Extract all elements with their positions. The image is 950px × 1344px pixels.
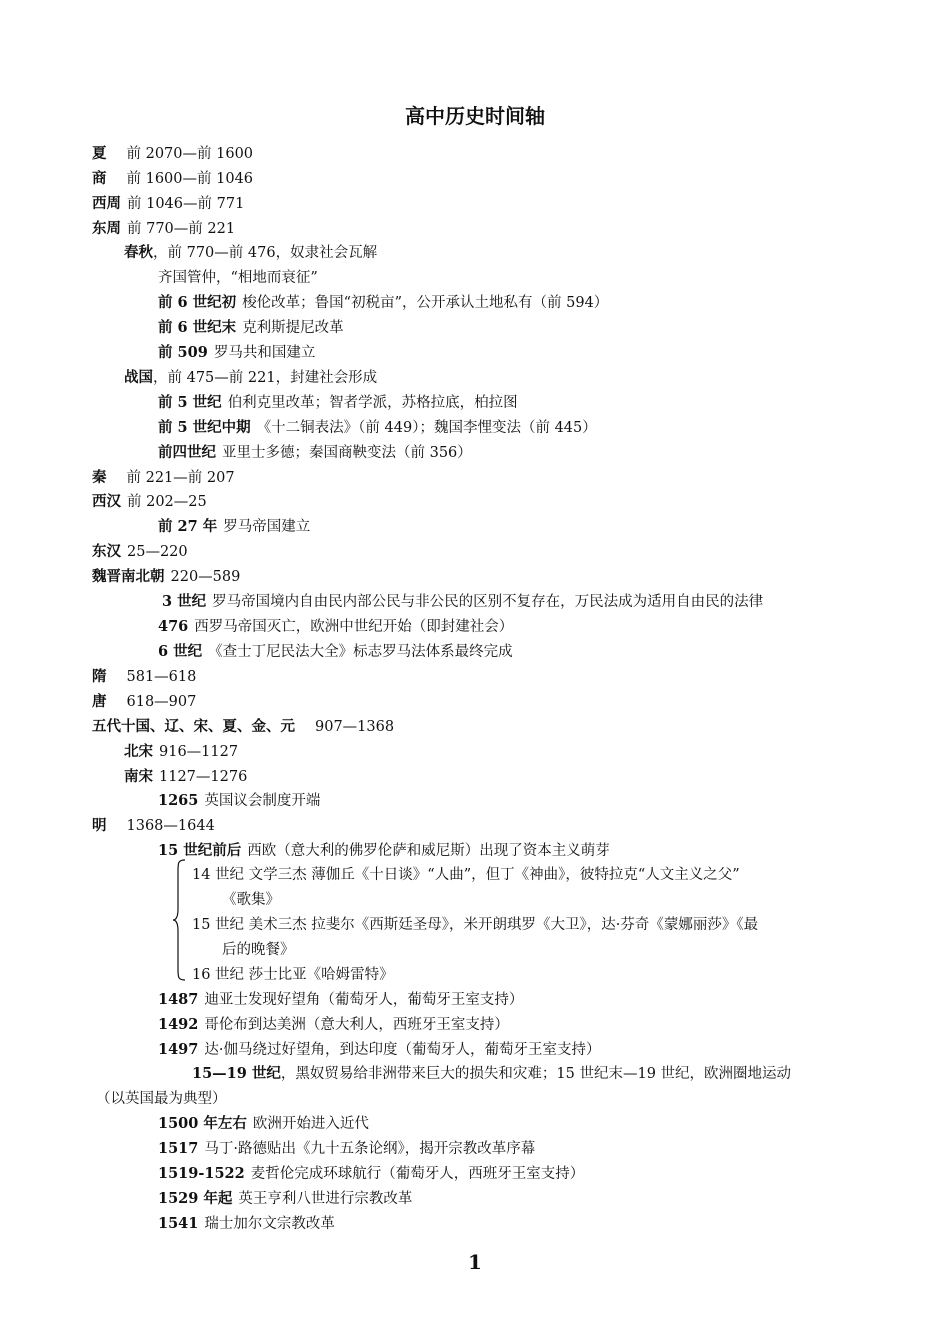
entry-text: ，黑奴贸易给非洲带来巨大的损失和灾难；15 世纪末—19 世纪，欧洲圈地运动	[280, 1066, 792, 1082]
entry-period: 南宋	[124, 768, 153, 785]
entry-text: 前 1046—前 771	[127, 196, 245, 212]
timeline-entry	[158, 515, 310, 539]
entry-period: 秦	[92, 469, 107, 486]
timeline-entry	[158, 1013, 509, 1037]
entry-period: 前 27 年	[158, 518, 218, 535]
entry-period: 476	[158, 618, 189, 635]
entry-text: 英王亨利八世进行宗教改革	[238, 1191, 413, 1207]
timeline-entry	[158, 341, 315, 365]
entry-text: （以英国最为典型）	[96, 1091, 227, 1107]
timeline-entry	[222, 888, 280, 912]
page-title: 高中历史时间轴	[405, 104, 545, 128]
entry-text: ，前 475—前 221，封建社会形成	[153, 370, 378, 386]
timeline-entry	[192, 1062, 791, 1086]
timeline-entry	[158, 266, 318, 290]
timeline-entry	[158, 789, 320, 813]
entry-period: 1265	[158, 792, 199, 809]
entry-text: 迪亚士发现好望角（葡萄牙人，葡萄牙王室支持）	[204, 992, 524, 1008]
timeline-entry	[92, 167, 253, 191]
timeline-entry	[158, 988, 523, 1012]
entry-text: 罗马共和国建立	[213, 345, 316, 361]
entry-text: 前 770—前 221	[127, 221, 236, 237]
timeline-entry	[158, 416, 597, 440]
timeline-entry	[92, 565, 240, 589]
entry-period: 西汉	[92, 493, 121, 510]
entry-text: 618—907	[126, 694, 197, 710]
entry-period: 战国	[124, 369, 153, 386]
timeline-entry	[158, 391, 518, 415]
timeline-entry	[158, 1187, 412, 1211]
entry-text: 581—618	[126, 669, 197, 685]
entry-period: 东汉	[92, 543, 121, 560]
entry-period: 北宋	[124, 743, 153, 760]
entry-text: 齐国管仲，“相地而衰征”	[158, 270, 318, 286]
entry-period: 明	[92, 817, 107, 834]
timeline-entry	[124, 765, 247, 789]
entry-text: 达·伽马绕过好望角，到达印度（葡萄牙人，葡萄牙王室支持）	[204, 1042, 601, 1058]
entry-period: 1541	[158, 1215, 199, 1232]
entry-text: 西欧（意大利的佛罗伦萨和威尼斯）出现了资本主义萌芽	[247, 843, 610, 859]
timeline-entry	[92, 665, 196, 689]
timeline-entry	[192, 863, 740, 887]
entry-period: 唐	[92, 693, 107, 710]
entry-text: 欧洲开始进入近代	[252, 1116, 369, 1132]
timeline-entry	[92, 715, 394, 739]
entry-period: 五代十国、辽、宋、夏、金、元	[92, 718, 295, 735]
entry-period: 6 世纪	[158, 643, 203, 660]
entry-text: 罗马帝国境内自由民内部公民与非公民的区别不复存在，万民法成为适用自由民的法律	[212, 594, 764, 610]
timeline-entry	[162, 590, 763, 614]
timeline-entry	[158, 1212, 335, 1236]
timeline-entry	[92, 466, 235, 490]
timeline-entry	[158, 316, 344, 340]
entry-text: 25—220	[127, 544, 188, 560]
entry-text: 《查士丁尼民法大全》标志罗马法体系最终完成	[208, 644, 513, 660]
entry-text: 15 世纪 美术三杰 拉斐尔《西斯廷圣母》，米开朗琪罗《大卫》，达·芬奇《蒙娜丽莎》《最	[192, 917, 759, 933]
entry-text: 220—589	[170, 569, 241, 585]
timeline-entry	[158, 1137, 535, 1161]
entry-text: 《十二铜表法》（前 449）；魏国李悝变法（前 445）	[256, 420, 597, 436]
timeline-entry	[92, 192, 244, 216]
entry-text: 瑞士加尔文宗教改革	[204, 1216, 335, 1232]
timeline-entry	[124, 366, 377, 390]
entry-text: 1368—1644	[126, 818, 215, 834]
entry-period: 魏晋南北朝	[92, 568, 165, 585]
entry-period: 1500 年左右	[158, 1115, 247, 1132]
entry-text: 哥伦布到达美洲（意大利人，西班牙王室支持）	[204, 1017, 509, 1033]
timeline-entry	[192, 963, 394, 987]
entry-text: 西罗马帝国灭亡，欧洲中世纪开始（即封建社会）	[194, 619, 514, 635]
page-number: 1	[468, 1250, 482, 1274]
entry-text: 916—1127	[159, 744, 239, 760]
timeline-entry	[222, 938, 295, 962]
entry-text: 伯利克里改革；智者学派，苏格拉底，柏拉图	[227, 395, 518, 411]
timeline-entry	[96, 1087, 227, 1111]
entry-period: 前 6 世纪初	[158, 294, 237, 311]
timeline-entry	[124, 241, 377, 265]
entry-period: 夏	[92, 145, 107, 162]
entry-text: 麦哲伦完成环球航行（葡萄牙人，西班牙王室支持）	[250, 1166, 585, 1182]
timeline-entry	[158, 441, 472, 465]
entry-period: 15 世纪前后	[158, 842, 242, 859]
timeline-entry	[158, 1038, 600, 1062]
entry-period: 隋	[92, 668, 107, 685]
entry-text: 《歌集》	[222, 892, 280, 908]
timeline-entry	[158, 839, 610, 863]
timeline-entry	[124, 740, 238, 764]
entry-text: 克利斯提尼改革	[242, 320, 344, 336]
entry-text: 马丁·路德贴出《九十五条论纲》，揭开宗教改革序幕	[204, 1141, 536, 1157]
entry-text: 前 202—25	[127, 494, 207, 510]
brace-mark	[172, 859, 186, 981]
entry-text: 罗马帝国建立	[223, 519, 311, 535]
timeline-entry	[158, 615, 513, 639]
entry-text: 1127—1276	[159, 769, 248, 785]
entry-text: 前 2070—前 1600	[126, 146, 254, 162]
entry-period: 1497	[158, 1041, 199, 1058]
entry-text: 16 世纪 莎士比亚《哈姆雷特》	[192, 967, 394, 983]
entry-text: 前 1600—前 1046	[126, 171, 254, 187]
timeline-entry	[92, 490, 207, 514]
entry-period: 前四世纪	[158, 444, 216, 461]
entry-period: 1487	[158, 991, 199, 1008]
timeline-entry	[158, 640, 513, 664]
entry-period: 1529 年起	[158, 1190, 233, 1207]
entry-period: 3 世纪	[162, 593, 207, 610]
timeline-entry	[158, 1162, 584, 1186]
entry-text: 后的晚餐》	[222, 942, 295, 958]
entry-period: 前 5 世纪	[158, 394, 222, 411]
entry-text: 亚里士多德；秦国商鞅变法（前 356）	[222, 445, 472, 461]
entry-period: 1519-1522	[158, 1165, 245, 1182]
timeline-entry	[92, 540, 188, 564]
timeline-entry	[158, 291, 608, 315]
timeline-entry	[158, 1112, 369, 1136]
entry-text: ，前 770—前 476，奴隶社会瓦解	[153, 245, 378, 261]
timeline-entry	[92, 142, 253, 166]
timeline-entry	[92, 814, 215, 838]
entry-text: 英国议会制度开端	[204, 793, 321, 809]
entry-period: 东周	[92, 220, 121, 237]
entry-text: 907—1368	[315, 719, 395, 735]
entry-text: 14 世纪 文学三杰 薄伽丘《十日谈》“人曲”，但丁《神曲》，彼特拉克“人文主义之父”	[192, 867, 740, 883]
timeline-entry	[192, 913, 758, 937]
entry-period: 前 509	[158, 344, 208, 361]
entry-period: 商	[92, 170, 107, 187]
entry-text: 梭伦改革；鲁国“初税亩”，公开承认土地私有（前 594）	[242, 295, 609, 311]
entry-period: 春秋	[124, 244, 153, 261]
entry-period: 15—19 世纪	[192, 1065, 281, 1082]
entry-period: 西周	[92, 195, 121, 212]
entry-period: 1517	[158, 1140, 199, 1157]
timeline-entry	[92, 690, 196, 714]
entry-text: 前 221—前 207	[126, 470, 235, 486]
entry-period: 前 6 世纪末	[158, 319, 237, 336]
entry-period: 1492	[158, 1016, 199, 1033]
entry-period: 前 5 世纪中期	[158, 419, 251, 436]
timeline-entry	[92, 217, 235, 241]
